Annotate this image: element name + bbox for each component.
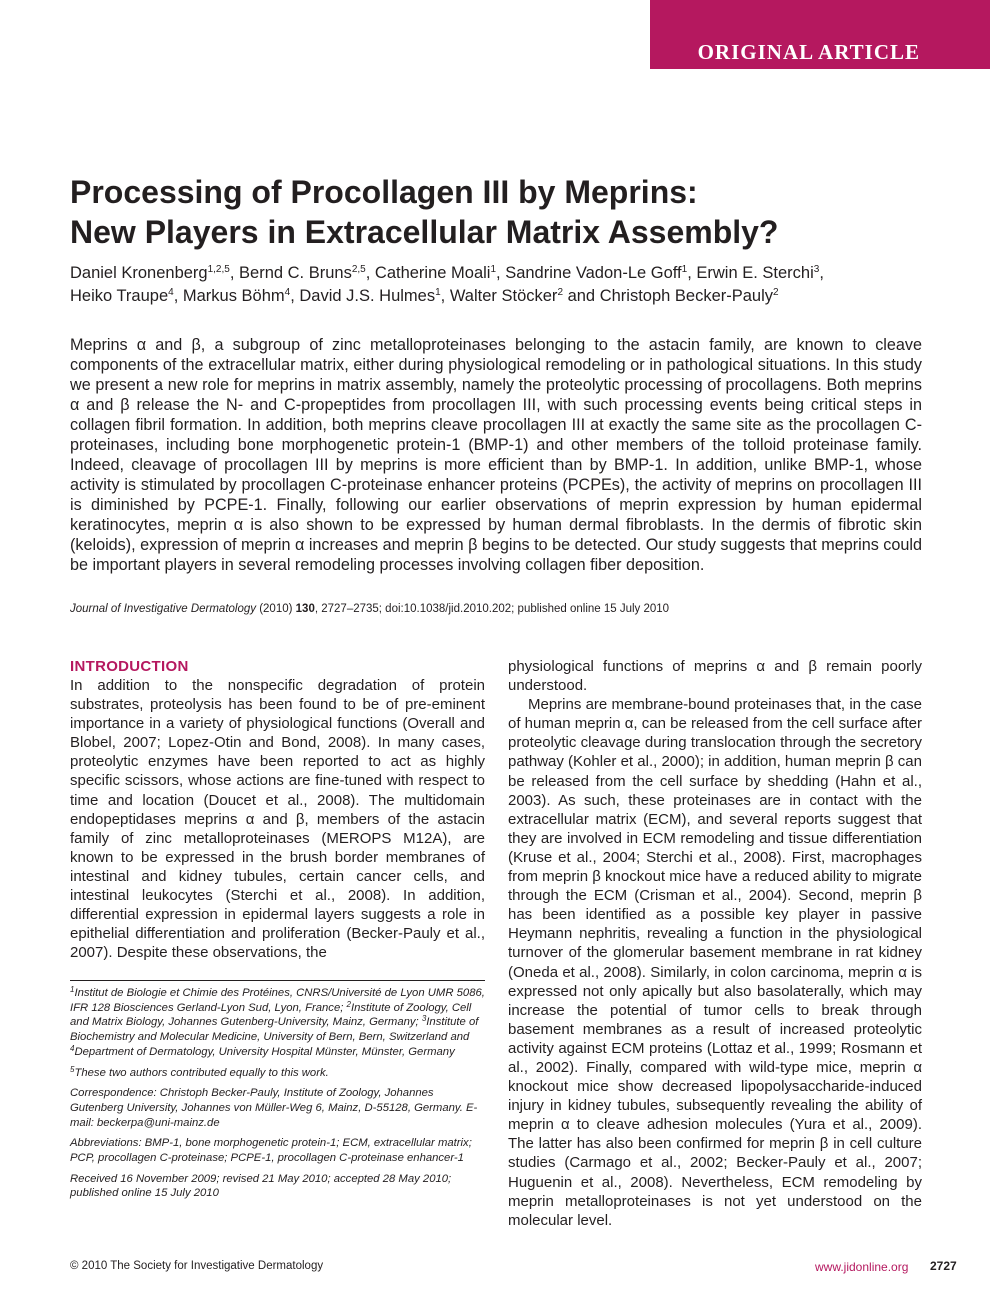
author-separator: and [563,287,600,305]
abstract: Meprins α and β, a subgroup of zinc metalloproteinases belonging to the astacin family, are known to cleave components of the extracellular matrix, either during physiological remodeling or in pathological situations. In this study we present a new role for meprins in matrix assembly, namely the proteolytic processing of procollagens. Both meprins α and β release the N- and C-propeptides from procollagen III, with such processing events being critical steps in collagen fibril formation. In addition, both meprins cleave procollagen III at exactly the same site as the procollagen C-proteinases, including bone morphogenetic protein-1 (BMP-1) and other members of the tolloid proteinase family. Indeed, cleavage of procollagen III by meprins is more efficient than by BMP-1. In addition, unlike BMP-1, whose activity is stimulated by procollagen C-proteinase enhancer proteins (PCPEs), the activity of meprins on procollagen III is diminished by PCPE-1. Finally, following our earlier observations of meprin expression by human epidermal keratinocytes, meprin α is also shown to be expressed by human dermal fibroblasts. In the dermis of fibrotic skin (keloids), expression of meprin α increases and meprin β begins to be detected. Our study suggests that meprins could be important players in several remodeling processes involving collagen fiber deposition. [70,336,922,574]
author-list [70,262,930,308]
footnotes [70,986,485,1207]
author-name: Erwin E. Sterchi [696,264,814,282]
author-line-1 [70,262,930,285]
correspondence-footnote: Correspondence: Christoph Becker-Pauly, Institute of Zoology, Johannes Gutenberg University, Johannes von Müller-Weg 6, Mainz, D-55128, Germany. E-mail: beckerpa@uni-mainz.de [70,1087,478,1129]
author-affiliation: 2 [557,287,563,298]
author-affiliation: 1,2,5 [207,264,230,275]
citation-year: (2010) [256,603,296,615]
author-name: Heiko Traupe [70,287,169,305]
author-affiliation: 3 [813,264,820,275]
author-line-2 [70,285,930,308]
author-name: Daniel Kronenberg [70,264,208,282]
affiliations-footnote [70,986,485,1060]
author-name: Catherine Moali [374,264,491,282]
author-separator: , [290,287,300,305]
footnote-marker: 1 [70,985,75,994]
equal-contribution-text: These two authors contributed equally to this work. [74,1066,329,1079]
copyright-notice: © 2010 The Society for Investigative Dermatology [70,1260,324,1272]
footnote-marker: 2 [346,999,351,1009]
author-separator: , [440,287,450,305]
author-separator: , [229,264,240,282]
title-line-2: New Players in Extracellular Matrix Assembly? [70,214,779,250]
equal-contribution-footnote [70,1066,485,1081]
author-affiliation: 1 [490,264,497,275]
affiliation-2: Institute of Zoology, Cell and Matrix Biology, Johannes Gutenberg-University, Mainz, Germany; [70,1001,472,1029]
author-name: Christoph Becker-Pauly [599,287,774,305]
introduction-continuation: physiological functions of meprins α and β remain poorly understood. [508,658,922,695]
article-title [70,172,930,252]
author-separator: , [687,264,697,282]
author-separator: , [819,264,824,282]
author-affiliation: 1 [681,264,688,275]
author-affiliation: 4 [284,287,291,298]
author-affiliation: 2 [773,287,779,298]
footnote-marker: 5 [70,1064,75,1074]
author-affiliation: 4 [168,287,174,298]
article-type-label: ORIGINAL ARTICLE [697,40,920,64]
author-separator: , [173,287,183,305]
introduction-heading: INTRODUCTION [70,658,189,675]
journal-citation [70,603,930,615]
received-footnote: Received 16 November 2009; revised 21 May 2010; accepted 28 May 2010; published online 15 July 2010 [70,1172,452,1200]
introduction-paragraph-1: In addition to the nonspecific degradation of protein substrates, proteolysis has been found to be of pre-eminent importance in a variety of physiological functions (Overall and Blobel, 2007; Lopez-Otin and Bond, 2008). In many cases, proteolytic enzymes have been reported to act as highly specific scissors, whose actions are fine-tuned with respect to time and location (Doucet et al., 2008). The multidomain endopeptidases meprins α and β, members of the astacin family of zinc metalloproteinases (MEROPS M12A), are known to be expressed in the brush border membranes of intestinal and kidney tubules, certain cancer cells, and intestinal leukocytes (Sterchi et al., 2008). In addition, differential expression in epidermal layers suggests a role in epithelial differentiation and proliferation (Becker-Pauly et al., 2007). Despite these observations, the [70,677,485,962]
article-type-banner [650,0,990,69]
author-name: Sandrine Vadon-Le Goff [505,264,682,282]
citation-volume: 130 [295,603,315,615]
journal-name: Journal of Investigative Dermatology [70,603,257,615]
right-column [508,657,922,1230]
footnote-marker: 4 [70,1043,75,1053]
author-name: Walter Stöcker [449,287,558,305]
author-separator: , [365,264,375,282]
author-name: David J.S. Hulmes [299,287,436,305]
author-separator: , [496,264,506,282]
affiliation-3: Institute of Biochemistry and Molecular Medicine, University of Bern, Bern, Switzerland and [70,1016,479,1044]
citation-details: , 2727–2735; doi:10.1038/jid.2010.202; published online 15 July 2010 [314,603,670,615]
author-affiliation: 1 [435,287,441,298]
introduction-paragraph-2: Meprins are membrane-bound proteinases that, in the case of human meprin α, can be released from the cell surface after proteolytic cleavage during translocation through the secretory pathway (Kohler et al., 2000); in addition, human meprin β can be released from the cell surface by shedding (Hahn et al., 2003). As such, these proteinases are in contact with the extracellular matrix (ECM), and several reports suggest that they are involved in ECM remodeling and tissue differentiation (Kruse et al., 2004; Sterchi et al., 2008). First, macrophages from meprin β knockout mice have a reduced ability to migrate through the ECM (Crisman et al., 2004). Second, meprin β has been identified as a possible key player in passive Heymann nephritis, revealing a function in the physiological turnover of the glomerular basement membrane in rat kidney (Oneda et al., 2008). Similarly, in colon carcinoma, meprin α is expressed not only apically but also basolaterally, which may increase the potential of tumor cells to break through basement membranes as a result of increased proteolytic activity against ECM proteins (Lottaz et al., 1999; Rosmann et al., 2002). Finally, compared with wild-type mice, meprin α knockout mice show decreased lipopolysaccharide-induced injury in kidney tubules, subsequently revealing the ability of meprin α to cleave adhesion molecules (Yura et al., 2009). The latter has also been confirmed for meprin β in cell culture studies (Carmago et al., 2002; Becker-Pauly et al., 2007; Huguenin et al., 2008). Nevertheless, ECM remodeling by meprin metalloproteinases is not yet understood on the molecular level. [508,696,922,1229]
abbreviations-footnote: Abbreviations: BMP-1, bone morphogenetic protein-1; ECM, extracellular matrix; PCP, procollagen C-proteinase; PCPE-1, procollagen C-proteinase enhancer-1 [70,1137,472,1165]
author-affiliation: 2,5 [351,264,366,275]
footnote-divider [70,980,485,981]
footnote-marker: 3 [421,1014,427,1024]
author-name: Markus Böhm [182,287,285,305]
affiliation-4: Department of Dermatology, University Hospital Münster, Münster, Germany [74,1045,455,1058]
left-column [70,657,485,962]
affiliation-1: Institut de Biologie et Chimie des Protéines, CNRS/Université de Lyon UMR 5086, IFR 128 Biosciences Gerland-Lyon Sud, Lyon, France; [70,987,485,1014]
title-line-1: Processing of Procollagen III by Meprins: [70,174,698,210]
journal-website-link[interactable]: www.jidonline.org [815,1260,909,1274]
author-name: Bernd C. Bruns [239,264,352,282]
page-number: 2727 [930,1259,957,1273]
